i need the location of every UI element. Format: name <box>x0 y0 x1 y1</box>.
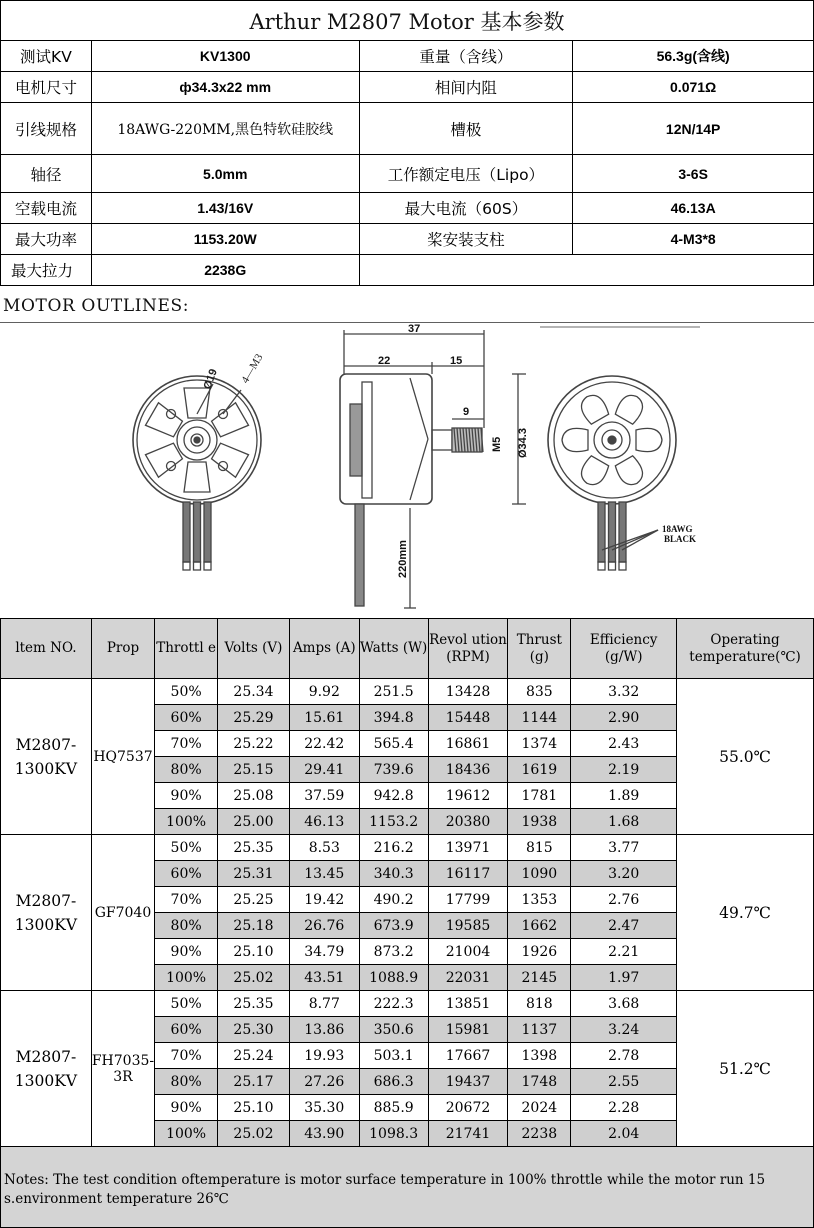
data-cell: 19612 <box>428 783 508 809</box>
spec-k2-cell: 最大电流（60S） <box>359 193 573 224</box>
data-cell: 17799 <box>428 887 508 913</box>
data-cell: 20672 <box>428 1095 508 1121</box>
dia343-label: Ø34.3 <box>517 428 529 458</box>
data-cell: 3.24 <box>571 1017 677 1043</box>
spec-k1-cell: 轴径 <box>1 155 92 193</box>
data-cell: 21741 <box>428 1121 508 1147</box>
data-cell: 90% <box>155 783 218 809</box>
wire-awg-label: 18AWG <box>662 524 693 534</box>
spec-row <box>1 224 814 255</box>
data-cell: 22031 <box>428 965 508 991</box>
spec-v1-cell: 18AWG-220MM,黑色特软硅胶线 <box>91 103 359 155</box>
temperature-cell: 51.2℃ <box>677 991 814 1147</box>
data-cell: 46.13 <box>289 809 359 835</box>
perf-header-cell: ltem NO. <box>1 619 92 679</box>
data-cell: 16117 <box>428 861 508 887</box>
data-cell: 100% <box>155 965 218 991</box>
spec-k1-cell: 最大功率 <box>1 224 92 255</box>
data-cell: 2.55 <box>571 1069 677 1095</box>
data-cell: 1153.2 <box>359 809 428 835</box>
data-cell: 1137 <box>508 1017 571 1043</box>
spec-k2-cell: 相间内阻 <box>359 72 573 103</box>
performance-table <box>0 618 814 1147</box>
spec-k2-cell: 工作额定电压（Lipo） <box>359 155 573 193</box>
rear-view <box>548 376 676 570</box>
data-cell: 3.77 <box>571 835 677 861</box>
data-cell: 1374 <box>508 731 571 757</box>
prop-cell: HQ7537 <box>91 679 154 835</box>
data-cell: 90% <box>155 939 218 965</box>
data-cell: 2.47 <box>571 913 677 939</box>
data-cell: 818 <box>508 991 571 1017</box>
prop-cell: GF7040 <box>91 835 154 991</box>
wire-color-label: BLACK <box>664 534 697 544</box>
data-cell: 25.22 <box>218 731 290 757</box>
spec-row <box>1 155 814 193</box>
data-cell: 90% <box>155 1095 218 1121</box>
data-cell: 9.92 <box>289 679 359 705</box>
spec-row <box>1 193 814 224</box>
data-cell: 251.5 <box>359 679 428 705</box>
data-cell: 25.10 <box>218 1095 290 1121</box>
data-cell: 2.90 <box>571 705 677 731</box>
data-cell: 25.18 <box>218 913 290 939</box>
data-cell: 25.30 <box>218 1017 290 1043</box>
data-cell: 1353 <box>508 887 571 913</box>
data-cell: 2.78 <box>571 1043 677 1069</box>
data-cell: 25.17 <box>218 1069 290 1095</box>
data-cell: 565.4 <box>359 731 428 757</box>
perf-header-cell: Watts (W) <box>359 619 428 679</box>
spec-k2-cell <box>359 255 813 286</box>
data-cell: 22.42 <box>289 731 359 757</box>
lead220-label: 220mm <box>397 540 409 578</box>
data-cell: 80% <box>155 757 218 783</box>
item-cell: M2807- 1300KV <box>1 991 92 1147</box>
table-row <box>1 991 814 1017</box>
data-cell: 25.31 <box>218 861 290 887</box>
data-cell: 1.89 <box>571 783 677 809</box>
data-cell: 815 <box>508 835 571 861</box>
data-cell: 50% <box>155 835 218 861</box>
data-cell: 60% <box>155 1017 218 1043</box>
notes-text: Notes: The test condition oftemperature is motor surface temperature in 100% throttle while the motor run 15 s.environment temperature 26℃ <box>4 1172 766 1207</box>
data-cell: 35.30 <box>289 1095 359 1121</box>
data-cell: 1.68 <box>571 809 677 835</box>
spec-k1-cell: 测试KV <box>1 41 92 72</box>
spec-v2-cell: 3-6S <box>573 155 814 193</box>
perf-header-cell: Prop <box>91 619 154 679</box>
data-cell: 8.77 <box>289 991 359 1017</box>
spec-k2-cell: 槽极 <box>359 103 573 155</box>
data-cell: 25.15 <box>218 757 290 783</box>
perf-header-cell: Thrust (g) <box>508 619 571 679</box>
data-cell: 37.59 <box>289 783 359 809</box>
side-view <box>340 330 526 608</box>
spec-v2-cell: 4-M3*8 <box>573 224 814 255</box>
data-cell: 490.2 <box>359 887 428 913</box>
data-cell: 60% <box>155 861 218 887</box>
data-cell: 216.2 <box>359 835 428 861</box>
data-cell: 350.6 <box>359 1017 428 1043</box>
len15-label: 15 <box>450 355 463 367</box>
data-cell: 15448 <box>428 705 508 731</box>
spec-v1-cell: 2238G <box>91 255 359 286</box>
spec-table <box>0 40 814 286</box>
front-view <box>133 376 261 570</box>
data-cell: 13.86 <box>289 1017 359 1043</box>
data-cell: 2.43 <box>571 731 677 757</box>
data-cell: 15.61 <box>289 705 359 731</box>
data-cell: 1090 <box>508 861 571 887</box>
data-cell: 942.8 <box>359 783 428 809</box>
data-cell: 50% <box>155 991 218 1017</box>
perf-header-cell: Revol ution (RPM) <box>428 619 508 679</box>
spec-v1-cell: 1.43/16V <box>91 193 359 224</box>
data-cell: 873.2 <box>359 939 428 965</box>
spec-k1-cell: 空载电流 <box>1 193 92 224</box>
dia19-label: Ø19 <box>201 367 220 392</box>
data-cell: 1088.9 <box>359 965 428 991</box>
data-cell: 885.9 <box>359 1095 428 1121</box>
data-cell: 29.41 <box>289 757 359 783</box>
spec-k1-cell: 电机尺寸 <box>1 72 92 103</box>
data-cell: 19585 <box>428 913 508 939</box>
data-cell: 2.21 <box>571 939 677 965</box>
perf-header-cell: Operating temperature(℃) <box>677 619 814 679</box>
data-cell: 25.34 <box>218 679 290 705</box>
data-cell: 34.79 <box>289 939 359 965</box>
spec-v2-cell: 0.071Ω <box>573 72 814 103</box>
data-cell: 80% <box>155 913 218 939</box>
spec-v2-cell: 46.13A <box>573 193 814 224</box>
data-cell: 70% <box>155 731 218 757</box>
perf-header-cell: Amps (A) <box>289 619 359 679</box>
data-cell: 13428 <box>428 679 508 705</box>
data-cell: 50% <box>155 679 218 705</box>
data-cell: 2.04 <box>571 1121 677 1147</box>
data-cell: 739.6 <box>359 757 428 783</box>
data-cell: 43.51 <box>289 965 359 991</box>
data-cell: 100% <box>155 809 218 835</box>
data-cell: 21004 <box>428 939 508 965</box>
data-cell: 8.53 <box>289 835 359 861</box>
data-cell: 2024 <box>508 1095 571 1121</box>
temperature-cell: 49.7℃ <box>677 835 814 991</box>
data-cell: 2.76 <box>571 887 677 913</box>
data-cell: 17667 <box>428 1043 508 1069</box>
spec-row <box>1 72 814 103</box>
data-cell: 25.35 <box>218 835 290 861</box>
motor-outline-drawing <box>0 322 814 618</box>
spec-k1-cell: 引线规格 <box>1 103 92 155</box>
prop-cell: FH7035- 3R <box>91 991 154 1147</box>
data-cell: 80% <box>155 1069 218 1095</box>
data-cell: 1144 <box>508 705 571 731</box>
data-cell: 13.45 <box>289 861 359 887</box>
spec-row <box>1 255 814 286</box>
data-cell: 2238 <box>508 1121 571 1147</box>
item-cell: M2807- 1300KV <box>1 835 92 991</box>
temperature-cell: 55.0℃ <box>677 679 814 835</box>
data-cell: 3.68 <box>571 991 677 1017</box>
data-cell: 25.02 <box>218 965 290 991</box>
data-cell: 25.25 <box>218 887 290 913</box>
data-cell: 26.76 <box>289 913 359 939</box>
data-cell: 25.10 <box>218 939 290 965</box>
data-cell: 25.02 <box>218 1121 290 1147</box>
perf-header-cell: Throttl e <box>155 619 218 679</box>
data-cell: 222.3 <box>359 991 428 1017</box>
spec-row <box>1 103 814 155</box>
data-cell: 1619 <box>508 757 571 783</box>
spec-v2-cell: 56.3g(含线) <box>573 41 814 72</box>
data-cell: 25.29 <box>218 705 290 731</box>
data-cell: 13851 <box>428 991 508 1017</box>
data-cell: 673.9 <box>359 913 428 939</box>
data-cell: 19437 <box>428 1069 508 1095</box>
data-cell: 27.26 <box>289 1069 359 1095</box>
data-cell: 25.24 <box>218 1043 290 1069</box>
data-cell: 25.08 <box>218 783 290 809</box>
table-row <box>1 679 814 705</box>
data-cell: 2.19 <box>571 757 677 783</box>
data-cell: 1938 <box>508 809 571 835</box>
notes-box <box>0 1146 814 1228</box>
spec-k1-cell: 最大拉力 <box>1 255 92 286</box>
data-cell: 15981 <box>428 1017 508 1043</box>
data-cell: 2.28 <box>571 1095 677 1121</box>
data-cell: 16861 <box>428 731 508 757</box>
data-cell: 25.00 <box>218 809 290 835</box>
data-cell: 340.3 <box>359 861 428 887</box>
data-cell: 3.32 <box>571 679 677 705</box>
data-cell: 1098.3 <box>359 1121 428 1147</box>
data-cell: 1926 <box>508 939 571 965</box>
data-cell: 686.3 <box>359 1069 428 1095</box>
data-cell: 2145 <box>508 965 571 991</box>
perf-header-cell: Volts (V) <box>218 619 290 679</box>
data-cell: 835 <box>508 679 571 705</box>
len22-label: 22 <box>378 355 391 367</box>
len9-label: 9 <box>463 406 470 418</box>
spec-v1-cell: 1153.20W <box>91 224 359 255</box>
m5-label: M5 <box>491 436 503 452</box>
data-cell: 19.42 <box>289 887 359 913</box>
len37-label: 37 <box>408 323 421 335</box>
data-cell: 60% <box>155 705 218 731</box>
spec-k2-cell: 重量（含线） <box>359 41 573 72</box>
data-cell: 20380 <box>428 809 508 835</box>
data-cell: 1781 <box>508 783 571 809</box>
item-cell: M2807- 1300KV <box>1 679 92 835</box>
spec-v1-cell: 5.0mm <box>91 155 359 193</box>
spec-row <box>1 41 814 72</box>
data-cell: 70% <box>155 887 218 913</box>
page-title: Arthur M2807 Motor 基本参数 <box>0 0 814 41</box>
data-cell: 503.1 <box>359 1043 428 1069</box>
data-cell: 1662 <box>508 913 571 939</box>
spec-v1-cell: KV1300 <box>91 41 359 72</box>
data-cell: 1.97 <box>571 965 677 991</box>
data-cell: 19.93 <box>289 1043 359 1069</box>
perf-header-cell: Efficiency (g/W) <box>571 619 677 679</box>
data-cell: 70% <box>155 1043 218 1069</box>
data-cell: 394.8 <box>359 705 428 731</box>
data-cell: 25.35 <box>218 991 290 1017</box>
spec-v2-cell: 12N/14P <box>573 103 814 155</box>
m3-label: 4—M3 <box>239 351 266 386</box>
data-cell: 43.90 <box>289 1121 359 1147</box>
table-row <box>1 835 814 861</box>
spec-v1-cell: ф34.3x22 mm <box>91 72 359 103</box>
spec-k2-cell: 桨安装支柱 <box>359 224 573 255</box>
data-cell: 100% <box>155 1121 218 1147</box>
data-cell: 1748 <box>508 1069 571 1095</box>
data-cell: 1398 <box>508 1043 571 1069</box>
motor-outlines-heading: MOTOR OUTLINES: <box>3 296 190 316</box>
data-cell: 13971 <box>428 835 508 861</box>
data-cell: 18436 <box>428 757 508 783</box>
data-cell: 3.20 <box>571 861 677 887</box>
